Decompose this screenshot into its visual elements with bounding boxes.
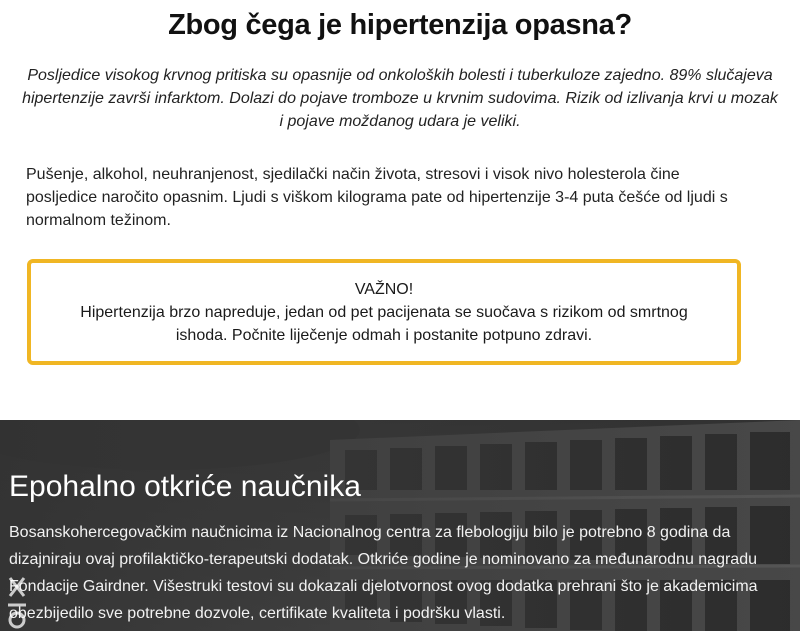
important-notice-box <box>27 259 741 365</box>
olx-watermark-logo <box>2 572 32 630</box>
risk-factors-paragraph: Pušenje, alkohol, neuhranjenost, sjedilački način života, stresovi i visok nivo holesterola čine posljedice naročito opasnim. Ljudi s viškom kilograma pate od hipertenzije 3-4 puta češće od ljudi s normalnom težinom. <box>26 166 728 229</box>
discovery-paragraph: Bosanskohercegovačkim naučnicima iz Nacionalnog centra za flebologiju bilo je potrebno 8 godina da dizajniraju ovaj profilaktičko-terapeutski dodatak. Otkriće godine je nominovano za međunarodnu nagradu Fondacije Gairdner. Višestruki testovi su dokazali djelotvornost ovog dodatka prehrani što je akademicima obezbijedilo sve potrebne dozvole, certifikate kvaliteta i podršku vlasti. <box>9 524 758 622</box>
notice-text: Hipertenzija brzo napreduje, jedan od pet pacijenata se suočava s rizikom od smrtnog ishoda. Počnite liječenje odmah i postanite potpuno zdravi. <box>80 304 688 344</box>
section-heading: Zbog čega je hipertenzija opasna? <box>168 9 632 41</box>
intro-italic-text: Posljedice visokog krvnog pritiska su opasnije od onkoloških bolesti i tuberkuloze zajedno. 89% slučajeva hipertenzije završi infarktom. Dolazi do pojave tromboze u krvnim sudovima. Rizik od izlivanja krvi u mozak i pojave moždanog udara je veliki. <box>22 67 778 130</box>
notice-title: VAŽNO! <box>354 281 414 298</box>
scientist-discovery-section <box>0 420 800 631</box>
discovery-heading: Epohalno otkriće naučnika <box>9 470 361 503</box>
